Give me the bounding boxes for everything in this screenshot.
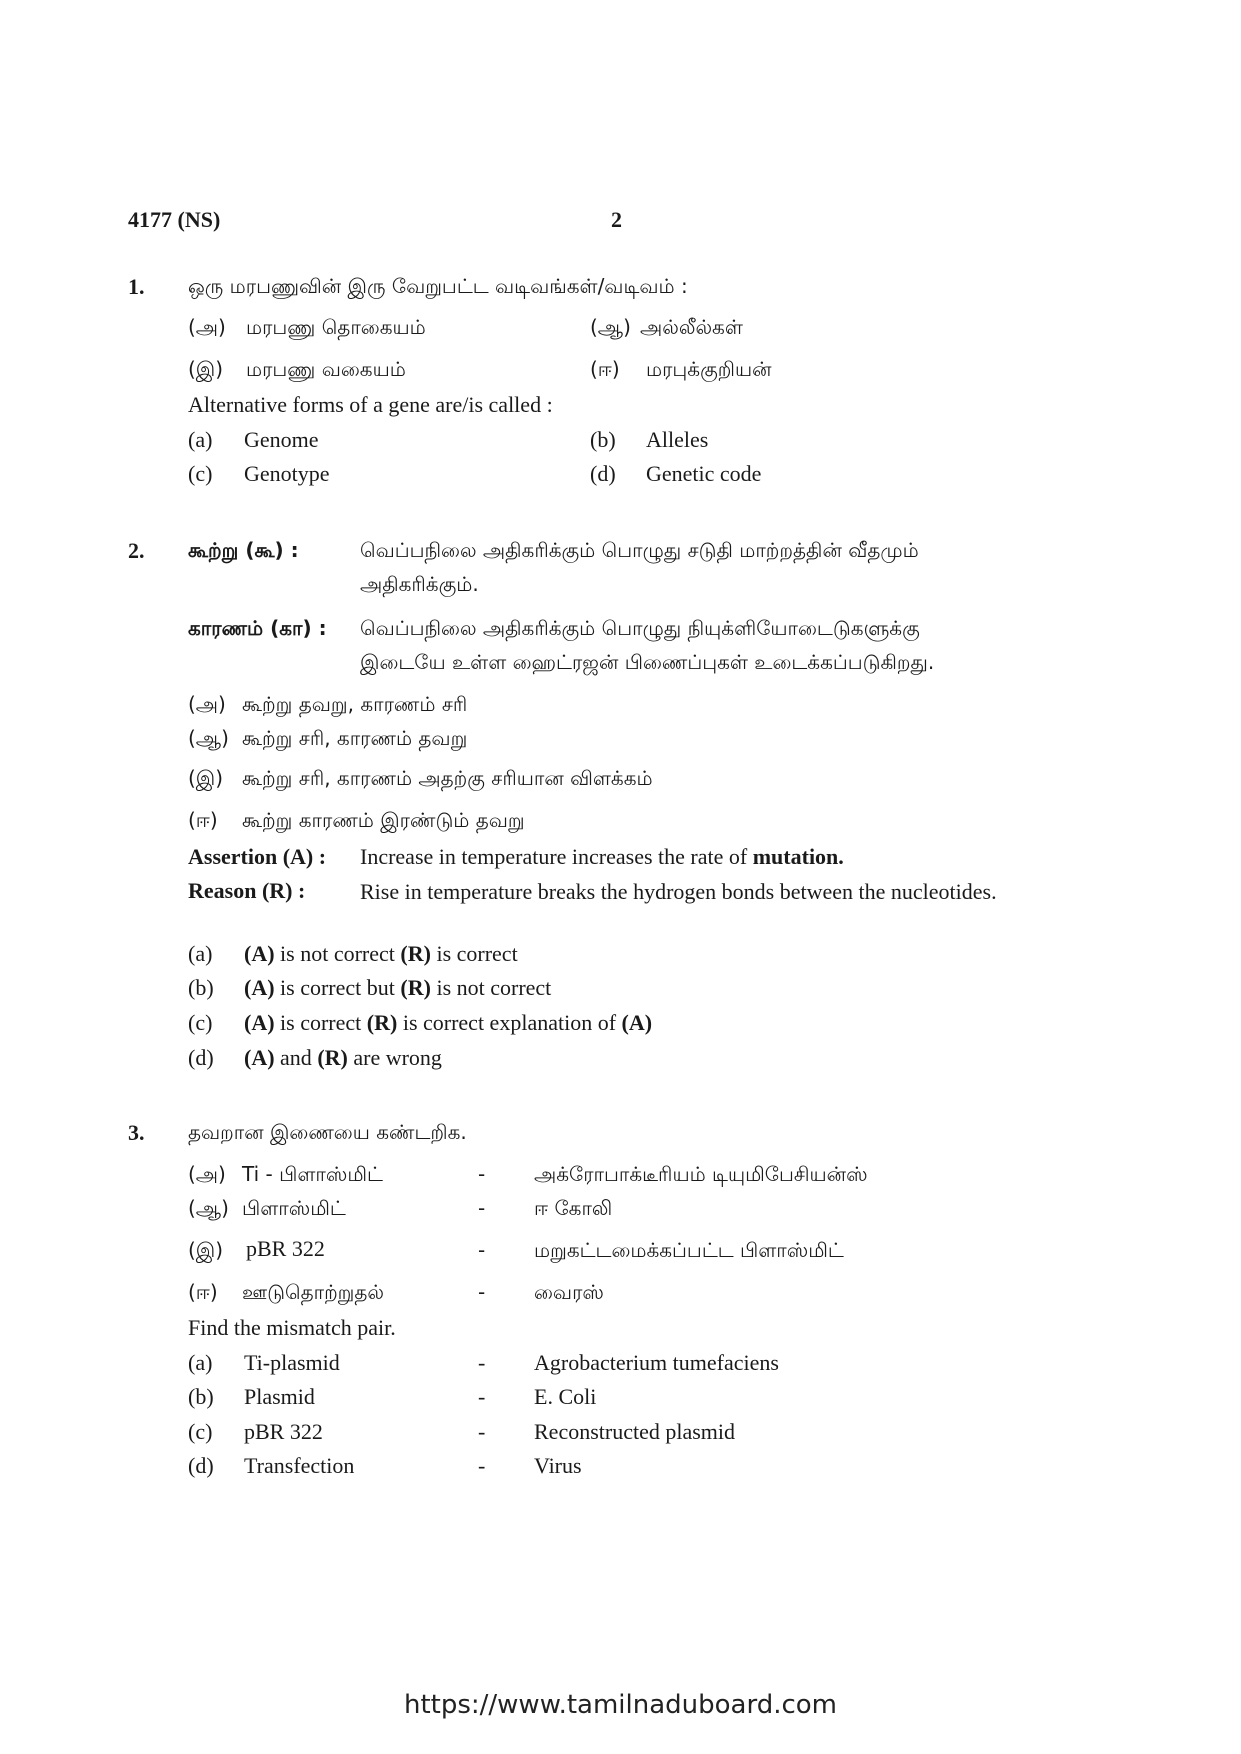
pair-left: pBR 322: [244, 1419, 323, 1444]
assertion-text: [360, 844, 844, 870]
pair-label: (b): [188, 1384, 214, 1409]
option-label: (d): [590, 461, 616, 486]
option-label: (b): [590, 427, 616, 452]
pair-right: மறுகட்டமைக்கப்பட்ட பிளாஸ்மிட்: [534, 1238, 844, 1262]
pair-label: (c): [188, 1419, 213, 1444]
option-label: (அ): [188, 315, 226, 339]
option-text: மரபுக்குறியன்: [646, 357, 772, 381]
option-label: (a): [188, 427, 213, 452]
pair-right: ஈ கோலி: [534, 1196, 613, 1220]
reason-label: Reason (R) :: [188, 878, 306, 903]
option-text: [244, 1010, 652, 1036]
option-label: (b): [188, 975, 214, 1000]
question-number: 2.: [128, 538, 145, 563]
pair-label: (ஆ): [188, 1196, 229, 1220]
option-text: [244, 975, 551, 1001]
pair-dash: -: [478, 1238, 486, 1262]
option-label: (ஆ): [188, 726, 229, 750]
page-number: 2: [611, 207, 622, 232]
tamil-reason-label: காரணம் (கா) :: [188, 616, 327, 640]
option-text: கூற்று சரி, காரணம் அதற்கு சரியான விளக்கம்: [242, 766, 653, 790]
pair-dash: -: [478, 1280, 486, 1304]
pair-right: அக்ரோபாக்டீரியம் டியுமிபேசியன்ஸ்: [534, 1162, 868, 1186]
pair-dash: -: [478, 1419, 486, 1444]
text: is correct: [274, 1010, 367, 1035]
pair-dash: -: [478, 1162, 486, 1186]
pair-dash: -: [478, 1384, 486, 1409]
question-number: 3.: [128, 1120, 145, 1145]
text: are wrong: [347, 1045, 442, 1070]
text: is correct: [430, 941, 518, 966]
option-label: (ஈ): [590, 357, 620, 381]
text-a: (A): [244, 941, 275, 966]
english-question: Alternative forms of a gene are/is called :: [188, 392, 553, 417]
text: is not correct: [274, 941, 401, 966]
option-label: (a): [188, 941, 213, 966]
option-text: Genetic code: [646, 461, 762, 486]
option-text: கூற்று சரி, காரணம் தவறு: [242, 726, 468, 750]
pair-left: Transfection: [244, 1453, 355, 1478]
text: and: [274, 1045, 318, 1070]
pair-right: வைரஸ்: [534, 1280, 604, 1304]
option-text: மரபணு தொகையம்: [246, 315, 426, 339]
assertion-text-part: Increase in temperature increases the rate of: [360, 844, 753, 869]
pair-left: pBR 322: [246, 1236, 325, 1261]
text-a: (A): [621, 1010, 653, 1035]
text: is correct but: [274, 975, 401, 1000]
option-label: (c): [188, 1010, 213, 1035]
option-text: [244, 1045, 442, 1071]
pair-left: Ti-plasmid: [244, 1350, 340, 1375]
pair-right: E. Coli: [534, 1384, 597, 1409]
option-label: (இ): [188, 357, 224, 381]
pair-label: (ஈ): [188, 1280, 218, 1304]
pair-left: Plasmid: [244, 1384, 315, 1409]
tamil-question: ஒரு மரபணுவின் இரு வேறுபட்ட வடிவங்கள்/வடிவம் :: [188, 274, 688, 298]
paper-code: 4177 (NS): [128, 207, 221, 232]
option-label: (இ): [188, 766, 224, 790]
pair-label: (d): [188, 1453, 214, 1478]
option-label: (ஆ): [590, 315, 631, 339]
assertion-label: Assertion (A) :: [188, 844, 327, 869]
pair-label: (a): [188, 1350, 213, 1375]
pair-right: Reconstructed plasmid: [534, 1419, 736, 1444]
english-question: Find the mismatch pair.: [188, 1315, 396, 1340]
assertion-text-bold: mutation.: [752, 844, 844, 869]
reason-text: Rise in temperature breaks the hydrogen bonds between the nucleotides.: [360, 879, 997, 904]
option-text: Genome: [244, 427, 319, 452]
option-label: (d): [188, 1045, 214, 1070]
text-a: (A): [244, 1010, 275, 1035]
footer-url[interactable]: https://www.tamilnaduboard.com: [403, 1690, 838, 1720]
question-number: 1.: [128, 274, 145, 299]
text-r: (R): [366, 1010, 398, 1035]
option-label: (அ): [188, 692, 226, 716]
option-label: (ஈ): [188, 808, 218, 832]
option-text: அல்லீல்கள்: [640, 315, 743, 339]
option-text: Genotype: [244, 461, 330, 486]
pair-left: ஊடுதொற்றுதல்: [242, 1280, 385, 1304]
text-r: (R): [400, 941, 431, 966]
option-text: கூற்று தவறு, காரணம் சரி: [242, 692, 468, 716]
pair-dash: -: [478, 1196, 486, 1220]
tamil-assertion-text: அதிகரிக்கும்.: [360, 572, 479, 596]
tamil-reason-text: வெப்பநிலை அதிகரிக்கும் பொழுது நியுக்ளியோடைடுகளுக்கு: [360, 616, 920, 640]
pair-label: (இ): [188, 1238, 224, 1262]
tamil-assertion-label: கூற்று (கூ) :: [188, 538, 299, 562]
pair-left: பிளாஸ்மிட்: [242, 1196, 346, 1220]
option-text: Alleles: [646, 427, 709, 452]
pair-left: Ti - பிளாஸ்மிட்: [242, 1162, 383, 1186]
option-text: கூற்று காரணம் இரண்டும் தவறு: [242, 808, 525, 832]
text: is correct explanation of: [397, 1010, 622, 1035]
text-r: (R): [400, 975, 431, 1000]
pair-right: Virus: [534, 1453, 582, 1478]
pair-label: (அ): [188, 1162, 226, 1186]
pair-dash: -: [478, 1453, 486, 1478]
tamil-assertion-text: வெப்பநிலை அதிகரிக்கும் பொழுது சடுதி மாற்றத்தின் வீதமும்: [360, 538, 919, 562]
pair-dash: -: [478, 1350, 486, 1375]
text-a: (A): [244, 975, 275, 1000]
tamil-reason-text: இடையே உள்ள ஹைட்ரஜன் பிணைப்புகள் உடைக்கப்படுகிறது.: [360, 650, 935, 674]
text-a: (A): [244, 1045, 275, 1070]
pair-right: Agrobacterium tumefaciens: [534, 1350, 779, 1375]
text-r: (R): [317, 1045, 348, 1070]
text: is not correct: [430, 975, 552, 1000]
option-text: [244, 941, 518, 967]
option-text: மரபணு வகையம்: [246, 357, 406, 381]
option-label: (c): [188, 461, 213, 486]
tamil-question: தவறான இணையை கண்டறிக.: [188, 1120, 467, 1144]
